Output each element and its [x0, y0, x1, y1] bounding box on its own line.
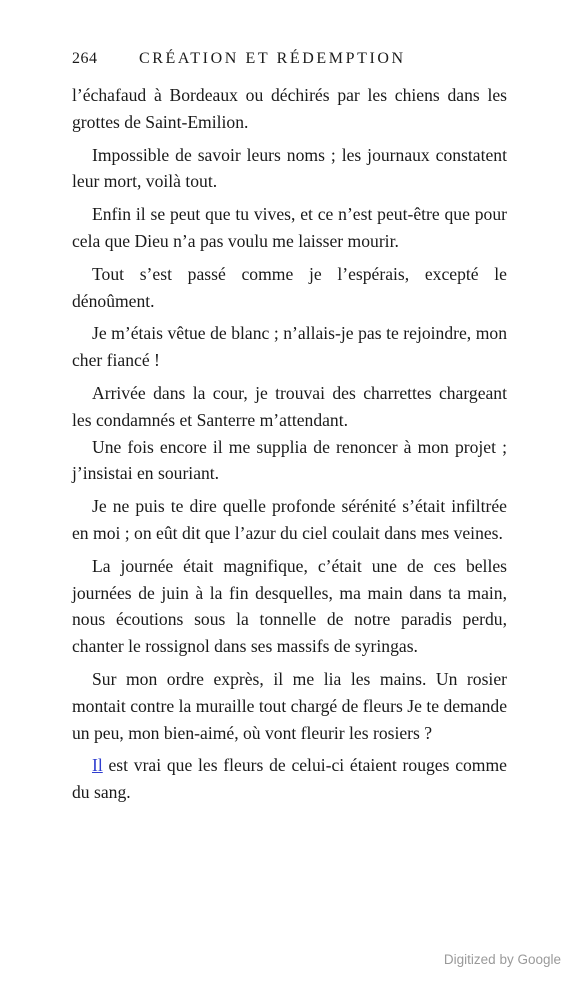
footnote-link[interactable]: Il: [92, 755, 103, 776]
paragraph: Impossible de savoir leurs noms ; les journaux constatent leur mort, voilà tout.: [72, 144, 507, 192]
page-body: [72, 82, 507, 812]
paragraph-continuation: l’échafaud à Bordeaux ou déchirés par les chiens dans les grottes de Saint-Emilion.: [72, 85, 507, 132]
running-title: CRÉATION ET RÉDEMPTION: [139, 50, 406, 67]
paragraph-final-text: est vrai que les fleurs de celui-ci étaient rouges comme du sang.: [72, 755, 507, 803]
paragraph: Arrivée dans la cour, je trouvai des charrettes chargeant les condamnés et Santerre m’attendant.: [72, 382, 507, 430]
paragraph: Je ne puis te dire quelle profonde sérénité s’était infiltrée en moi ; on eût dit que l’azur du ciel coulait dans mes veines.: [72, 496, 507, 543]
paragraph: Enfin il se peut que tu vives, et ce n’est peut-être que pour cela que Dieu n’a pas voulu me laisser mourir.: [72, 204, 507, 251]
paragraph: La journée était magnifique, c’était une de ces belles journées de juin à la fin desquelles, ma main dans ta main, nous écoutions sous la tonnelle de notre paradis perdu, chanter le rossignol dans ses massifs de syringas.: [72, 555, 507, 657]
page-number: 264: [72, 50, 98, 67]
paragraph-final: [72, 752, 507, 806]
digitized-watermark: Digitized by Google: [443, 952, 561, 967]
paragraph: Sur mon ordre exprès, il me lia les mains. Un rosier montait contre la muraille tout chargé de fleurs Je te demande un peu, mon bien-aimé, où vont fleurir les rosiers ?: [72, 668, 507, 743]
page-header: [72, 50, 512, 72]
paragraph: Tout s’est passé comme je l’espérais, excepté le dénoûment.: [72, 263, 507, 311]
paragraph: Je m’étais vêtue de blanc ; n’allais-je pas te rejoindre, mon cher fiancé !: [72, 323, 507, 371]
paragraph: Une fois encore il me supplia de renoncer à mon projet ; j’insistai en souriant.: [72, 436, 507, 484]
